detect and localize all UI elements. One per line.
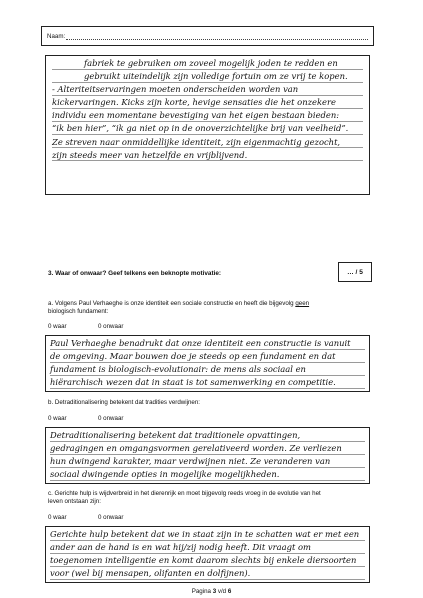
- item-a-text: a. Volgens Paul Verhaeghe is onze identiteit een sociale constructie en heeft die bijgevolg geen: [48, 300, 310, 307]
- item-c-answer-box: [45, 526, 370, 583]
- item-b-onwaar[interactable]: 0 onwaar: [98, 415, 124, 422]
- answer-line: individu een momentane bevestiging van het eigen bestaan bieden:: [52, 109, 363, 122]
- item-c-text-cont: leven ontstaan zijn:: [48, 498, 101, 505]
- item-b-answer-box: [45, 427, 370, 484]
- answer-line: hiërarchisch wezen dat in staat is tot samenwerking en competitie.: [50, 376, 365, 389]
- item-c-waar[interactable]: 0 waar: [48, 514, 67, 521]
- name-label: Naam:: [47, 33, 66, 40]
- answer-line: toegenomen intelligentie en komt daarom slechts bij enkele diersoorten: [50, 554, 365, 567]
- answer-line: sociaal dwingende opties in mogelijke mogelijkheden.: [50, 468, 365, 481]
- page-footer: Pagina 3 v/d 6: [191, 588, 232, 595]
- item-a-onwaar[interactable]: 0 onwaar: [98, 323, 124, 330]
- item-c-text: c. Gerichte hulp is wijdverbreid in het dierenrijk en moet bijgevolg reeds vroeg in de evolutie van het: [48, 490, 321, 497]
- underlined-word: geen: [295, 300, 310, 307]
- page-total: 6: [227, 588, 232, 595]
- answer-line: kickervaringen. Kicks zijn korte, hevige sensaties die het onzekere: [52, 96, 363, 109]
- item-a-answer-box: [45, 335, 370, 392]
- answer-line: de omgeving. Maar bouwen doe je steeds op een fundament en dat: [50, 350, 365, 363]
- top-answer-box: [45, 55, 370, 195]
- answer-line: fabriek te gebruiken om zoveel mogelijk joden te redden en: [52, 57, 363, 70]
- answer-line: Paul Verhaeghe benadrukt dat onze identiteit een constructie is vanuit: [50, 337, 365, 350]
- item-a-text-cont: biologisch fundament:: [48, 308, 109, 315]
- answer-line: zijn steeds meer van hetzelfde en vrijblijvend.: [52, 149, 363, 162]
- answer-line: hun dwingend karakter, maar verdwijnen niet. Ze veranderen van: [50, 455, 365, 468]
- answer-line: “ik ben hier”, “ik ga niet op in de onoverzichtelijke brij van veelheid”.: [52, 122, 363, 135]
- item-a-waar[interactable]: 0 waar: [48, 323, 67, 330]
- item-b-text: b. Detraditionalisering betekent dat tradities verdwijnen:: [48, 399, 201, 406]
- answer-line: Detraditionalisering betekent dat traditionele opvattingen,: [50, 429, 365, 442]
- name-field[interactable]: [66, 39, 368, 40]
- answer-line: gedragingen en omgangsvormen gerelativeerd worden. Ze verliezen: [50, 442, 365, 455]
- answer-line: ander aan de hand is en wat hij/zij nodig heeft. Dit vraagt om: [50, 541, 365, 554]
- answer-line: - Alteriteitservaringen moeten onderscheiden worden van: [52, 83, 363, 96]
- answer-line: gebruikt uiteindelijk zijn volledige fortuin om ze vrij te kopen.: [52, 70, 363, 83]
- answer-line: Ze streven naar onmiddellijke identiteit, zijn eigenmachtig gezocht,: [52, 136, 363, 149]
- name-box: [41, 26, 374, 46]
- score-box: … / 5: [338, 262, 372, 282]
- answer-line: voor (wel bij mensapen, olifanten en dolfijnen).: [50, 567, 365, 580]
- item-b-waar[interactable]: 0 waar: [48, 415, 67, 422]
- answer-line: fundament is biologisch-evolutionair: de mens als sociaal en: [50, 363, 365, 376]
- question-title: 3. Waar of onwaar? Geef telkens een beknopte motivatie:: [48, 270, 222, 277]
- answer-line: Gerichte hulp betekent dat we in staat zijn in te schatten wat er met een: [50, 528, 365, 541]
- page-number: 3: [212, 588, 217, 595]
- item-c-onwaar[interactable]: 0 onwaar: [98, 514, 124, 521]
